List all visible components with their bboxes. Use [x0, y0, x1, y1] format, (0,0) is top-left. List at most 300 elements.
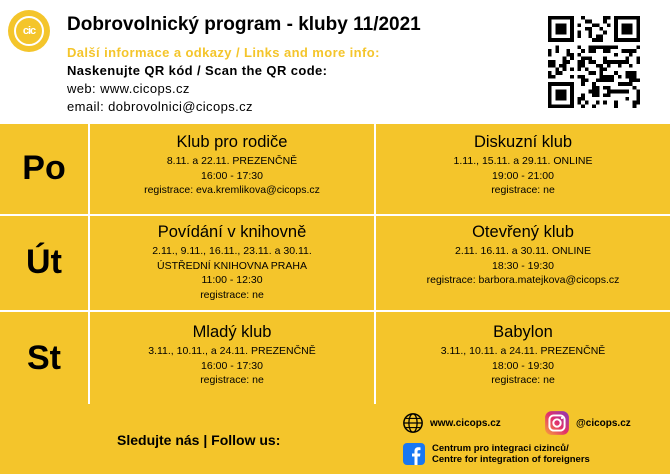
qr-module [618, 16, 622, 20]
qr-module [622, 49, 626, 53]
qr-module [563, 56, 567, 60]
qr-module [633, 38, 637, 42]
qr-module [600, 45, 604, 49]
qr-module [548, 82, 552, 86]
qr-module [570, 27, 574, 31]
qr-module [625, 23, 629, 27]
qr-module [581, 64, 585, 68]
qr-module [555, 68, 559, 72]
qr-module [636, 27, 640, 31]
qr-module [625, 97, 629, 101]
qr-module [622, 38, 626, 42]
qr-module [552, 75, 556, 79]
qr-module [570, 34, 574, 38]
qr-module [592, 104, 596, 108]
qr-module [618, 60, 622, 64]
club-registration: registrace: barbora.matejkova@cicops.cz [426, 274, 620, 286]
qr-module [625, 16, 629, 20]
club-dates: 2.11. 16.11. a 30.11. ONLINE [454, 245, 591, 257]
qr-module [577, 64, 581, 68]
qr-module [588, 31, 592, 35]
qr-module [548, 23, 552, 27]
club-dates: 8.11. a 22.11. PREZENČNĚ [166, 155, 298, 167]
qr-module [636, 56, 640, 60]
qr-module [592, 90, 596, 94]
club-dates: 2.11., 9.11., 16.11., 23.11. a 30.11. [152, 245, 312, 257]
qr-module [618, 82, 622, 86]
qr-module [636, 45, 640, 49]
qr-module [625, 27, 629, 31]
day-monday: Po [22, 148, 66, 187]
club-name: Povídání v knihovně [157, 223, 307, 241]
qr-module [570, 82, 574, 86]
qr-module [555, 23, 559, 27]
qr-module [577, 23, 581, 27]
qr-module [563, 68, 567, 72]
qr-module [577, 31, 581, 35]
qr-module [592, 60, 596, 64]
qr-module [600, 38, 604, 42]
qr-module [555, 31, 559, 35]
qr-module [596, 101, 600, 105]
qr-module [614, 71, 618, 75]
qr-module [559, 90, 563, 94]
qr-module [552, 38, 556, 42]
qr-module [588, 60, 592, 64]
qr-module [559, 104, 563, 108]
qr-module [559, 38, 563, 42]
qr-module [603, 31, 607, 35]
qr-module [636, 38, 640, 42]
qr-module [563, 97, 567, 101]
qr-module [603, 16, 607, 20]
qr-module [607, 60, 611, 64]
qr-module [625, 31, 629, 35]
qr-module [607, 75, 611, 79]
schedule-grid [0, 124, 670, 404]
club-time: 18:30 - 19:30 [492, 259, 554, 272]
club-registration: registrace: eva.kremlikova@cicops.cz [144, 184, 320, 196]
qr-module [548, 60, 552, 64]
qr-module [577, 97, 581, 101]
qr-module [585, 20, 589, 24]
qr-module [588, 71, 592, 75]
qr-module [636, 31, 640, 35]
qr-module [611, 79, 615, 83]
qr-module [633, 71, 637, 75]
qr-module [629, 49, 633, 53]
qr-module [611, 60, 615, 64]
qr-module [600, 71, 604, 75]
day-wednesday: St [27, 338, 61, 377]
qr-module [614, 101, 618, 105]
qr-module [592, 71, 596, 75]
qr-module [559, 31, 563, 35]
qr-code[interactable] [548, 16, 640, 108]
page-title: Dobrovolnický program - kluby 11/2021 [67, 14, 421, 35]
instagram-link[interactable] [544, 410, 631, 436]
info-block [67, 44, 380, 116]
qr-module [555, 27, 559, 31]
qr-module [588, 90, 592, 94]
qr-module [592, 86, 596, 90]
qr-module [607, 79, 611, 83]
qr-module [629, 31, 633, 35]
qr-module [577, 68, 581, 72]
qr-module [559, 93, 563, 97]
club-time: 16:00 - 17:30 [201, 359, 263, 372]
qr-module [611, 90, 615, 94]
qr-module [625, 38, 629, 42]
qr-module [611, 45, 615, 49]
qr-module [614, 20, 618, 24]
qr-module [555, 71, 559, 75]
qr-module [555, 16, 559, 20]
qr-module [607, 49, 611, 53]
qr-module [548, 104, 552, 108]
qr-module [614, 27, 618, 31]
qr-module [625, 56, 629, 60]
qr-module [566, 82, 570, 86]
club-registration: registrace: ne [200, 288, 264, 301]
qr-module [603, 86, 607, 90]
qr-module [618, 90, 622, 94]
qr-module [548, 53, 552, 57]
qr-module [548, 93, 552, 97]
qr-module [577, 101, 581, 105]
qr-module [555, 104, 559, 108]
qr-module [607, 86, 611, 90]
qr-module [596, 79, 600, 83]
qr-module [577, 34, 581, 38]
qr-module [607, 23, 611, 27]
qr-module [622, 60, 626, 64]
qr-module [552, 64, 556, 68]
instagram-icon [544, 410, 570, 436]
club-time: 18:00 - 19:30 [492, 359, 554, 372]
qr-module [614, 90, 618, 94]
club-name: Otevřený klub [472, 223, 574, 241]
qr-module [570, 86, 574, 90]
qr-instruction: Naskenujte QR kód / Scan the QR code: [67, 63, 328, 78]
qr-module [570, 31, 574, 35]
qr-module [596, 34, 600, 38]
club-name: Mladý klub [192, 323, 272, 341]
qr-module [581, 49, 585, 53]
qr-module [559, 82, 563, 86]
qr-module [636, 34, 640, 38]
qr-module [570, 23, 574, 27]
qr-module [563, 93, 567, 97]
club-dates: 1.11., 15.11. a 29.11. ONLINE [453, 155, 593, 167]
qr-module [548, 86, 552, 90]
qr-module [559, 97, 563, 101]
qr-module [596, 90, 600, 94]
qr-module [552, 82, 556, 86]
qr-module [629, 82, 633, 86]
qr-module [563, 27, 567, 31]
qr-module [636, 93, 640, 97]
qr-module [555, 49, 559, 53]
qr-module [625, 49, 629, 53]
qr-module [592, 45, 596, 49]
qr-module [600, 79, 604, 83]
qr-module [592, 82, 596, 86]
qr-module [629, 79, 633, 83]
email-line[interactable]: email: dobrovolnici@cicops.cz [67, 99, 253, 114]
qr-module [600, 64, 604, 68]
qr-module [555, 45, 559, 49]
qr-module [636, 23, 640, 27]
qr-module [585, 27, 589, 31]
qr-module [629, 53, 633, 57]
qr-module [614, 16, 618, 20]
qr-module [614, 23, 618, 27]
qr-module [548, 27, 552, 31]
qr-module [636, 60, 640, 64]
qr-module [603, 101, 607, 105]
qr-module [563, 64, 567, 68]
qr-module [559, 71, 563, 75]
club-card [90, 322, 374, 388]
qr-module [581, 104, 585, 108]
day-tuesday: Út [26, 242, 62, 281]
qr-module [588, 49, 592, 53]
qr-module [585, 101, 589, 105]
qr-module [607, 93, 611, 97]
club-dates: 3.11., 10.11. a 24.11. PREZENČNĚ [440, 345, 606, 357]
qr-module [566, 60, 570, 64]
qr-module [570, 38, 574, 42]
qr-module [607, 16, 611, 20]
club-time: 19:00 - 21:00 [492, 169, 554, 182]
qr-module [622, 27, 626, 31]
qr-module [552, 104, 556, 108]
qr-module [581, 79, 585, 83]
qr-module [581, 82, 585, 86]
qr-module [548, 38, 552, 42]
club-card [376, 322, 670, 388]
qr-module [555, 38, 559, 42]
qr-module [585, 68, 589, 72]
facebook-icon [402, 442, 426, 466]
qr-module [588, 20, 592, 24]
qr-module [603, 56, 607, 60]
qr-module [622, 23, 626, 27]
qr-module [548, 34, 552, 38]
qr-module [548, 64, 552, 68]
qr-module [563, 23, 567, 27]
club-card [90, 132, 374, 198]
qr-module [548, 75, 552, 79]
qr-module [570, 20, 574, 24]
qr-module [596, 93, 600, 97]
qr-module [603, 93, 607, 97]
web-link[interactable] [402, 412, 501, 434]
club-card [376, 132, 670, 198]
qr-module [614, 53, 618, 57]
qr-module [625, 60, 629, 64]
header [0, 0, 670, 124]
facebook-line-2: Centre for integration of foreigners [432, 454, 590, 465]
qr-module [555, 93, 559, 97]
qr-module [633, 86, 637, 90]
qr-module [603, 45, 607, 49]
qr-module [570, 97, 574, 101]
facebook-link[interactable] [402, 442, 590, 466]
qr-module [548, 101, 552, 105]
qr-module [566, 38, 570, 42]
qr-module [570, 101, 574, 105]
divider [0, 214, 670, 216]
qr-module [548, 71, 552, 75]
qr-module [600, 75, 604, 79]
club-registration: registrace: ne [491, 184, 555, 196]
footer [0, 404, 670, 474]
qr-module [570, 93, 574, 97]
qr-module [607, 90, 611, 94]
qr-module [611, 75, 615, 79]
qr-module [555, 90, 559, 94]
qr-module [614, 45, 618, 49]
club-time: 11:00 - 12:30 [201, 274, 263, 286]
qr-module [622, 82, 626, 86]
qr-module [600, 27, 604, 31]
web-link-text[interactable]: www.cicops.cz [430, 417, 501, 429]
qr-module [577, 60, 581, 64]
qr-module [563, 104, 567, 108]
qr-module [563, 90, 567, 94]
qr-module [563, 38, 567, 42]
qr-module [633, 101, 637, 105]
qr-module [555, 97, 559, 101]
qr-module [563, 82, 567, 86]
qr-module [585, 79, 589, 83]
qr-module [566, 16, 570, 20]
qr-module [607, 64, 611, 68]
qr-module [600, 68, 604, 72]
qr-module [581, 56, 585, 60]
qr-module [581, 75, 585, 79]
qr-module [570, 75, 574, 79]
qr-module [636, 90, 640, 94]
web-line[interactable]: web: www.cicops.cz [67, 81, 190, 96]
qr-module [629, 16, 633, 20]
qr-module [588, 56, 592, 60]
qr-module [636, 20, 640, 24]
qr-module [633, 16, 637, 20]
qr-module [588, 27, 592, 31]
qr-module [548, 20, 552, 24]
qr-module [636, 97, 640, 101]
qr-module [581, 97, 585, 101]
qr-module [570, 16, 574, 20]
qr-module [618, 38, 622, 42]
qr-module [577, 45, 581, 49]
logo-text: cic [14, 16, 44, 46]
qr-module [570, 90, 574, 94]
divider [0, 310, 670, 312]
qr-module [566, 49, 570, 53]
qr-module [618, 75, 622, 79]
qr-module [555, 82, 559, 86]
qr-module [577, 53, 581, 57]
qr-module [629, 38, 633, 42]
qr-module [629, 71, 633, 75]
qr-module [603, 20, 607, 24]
qr-module [559, 23, 563, 27]
club-name: Diskuzní klub [473, 133, 573, 151]
qr-module [559, 27, 563, 31]
facebook-page-name[interactable] [432, 443, 590, 465]
qr-module [603, 79, 607, 83]
qr-module [585, 56, 589, 60]
qr-module [592, 23, 596, 27]
qr-module [625, 90, 629, 94]
qr-module [633, 49, 637, 53]
qr-module [570, 104, 574, 108]
club-card [90, 222, 374, 302]
qr-module [614, 38, 618, 42]
qr-module [614, 34, 618, 38]
qr-module [614, 104, 618, 108]
globe-icon [402, 412, 424, 434]
qr-module [629, 75, 633, 79]
qr-module [566, 53, 570, 57]
qr-module [592, 93, 596, 97]
qr-module [563, 31, 567, 35]
qr-module [636, 79, 640, 83]
qr-module [625, 71, 629, 75]
qr-module [563, 60, 567, 64]
qr-module [548, 49, 552, 53]
facebook-line-1: Centrum pro integraci cizinců/ [432, 443, 569, 454]
club-registration: registrace: ne [491, 374, 555, 386]
qr-module [603, 75, 607, 79]
qr-module [607, 45, 611, 49]
qr-module [588, 34, 592, 38]
club-time: 16:00 - 17:30 [201, 169, 263, 182]
qr-module [622, 16, 626, 20]
qr-module [581, 60, 585, 64]
qr-module [622, 31, 626, 35]
follow-label: Sledujte nás | Follow us: [117, 432, 281, 448]
instagram-handle[interactable]: @cicops.cz [576, 417, 631, 429]
qr-module [614, 31, 618, 35]
club-name: Babylon [493, 323, 553, 341]
qr-module [596, 86, 600, 90]
qr-module [592, 49, 596, 53]
qr-module [629, 27, 633, 31]
qr-module [629, 64, 633, 68]
cic-logo [8, 10, 50, 52]
qr-module [566, 104, 570, 108]
club-card [376, 222, 670, 288]
qr-module [625, 82, 629, 86]
qr-module [552, 60, 556, 64]
qr-module [559, 64, 563, 68]
qr-module [581, 16, 585, 20]
club-name: Klub pro rodiče [176, 133, 288, 151]
qr-module [603, 68, 607, 72]
qr-module [581, 93, 585, 97]
qr-module [614, 60, 618, 64]
qr-module [548, 90, 552, 94]
qr-module [559, 16, 563, 20]
club-place: ÚSTŘEDNÍ KNIHOVNA PRAHA [157, 259, 307, 272]
qr-module [618, 64, 622, 68]
club-registration: registrace: ne [200, 374, 264, 386]
